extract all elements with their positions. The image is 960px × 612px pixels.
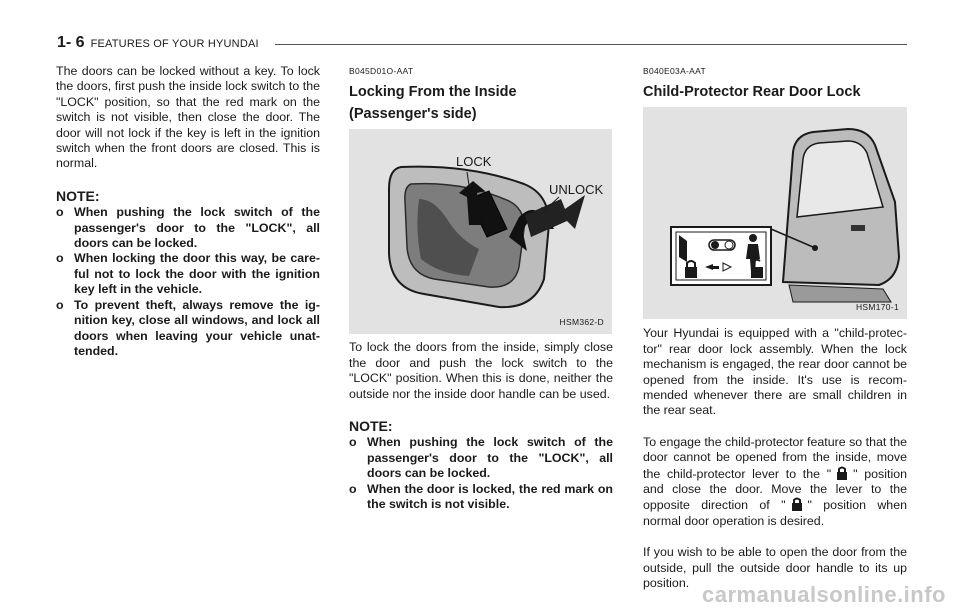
- section-title: FEATURES OF YOUR HYUNDAI: [90, 38, 259, 50]
- engage-text-b: " position and close the door. Move the lever to the opposite direction of ": [643, 466, 907, 513]
- note-heading: NOTE:: [349, 418, 393, 435]
- note-item: [56, 298, 320, 360]
- page-number: 1- 6: [57, 34, 85, 51]
- section-title-line2: (Passenger's side): [349, 106, 477, 123]
- figure-code: HSM362-D: [559, 317, 604, 327]
- engage-paragraph: [643, 435, 907, 529]
- lock-label: LOCK: [456, 154, 492, 170]
- outside-open-paragraph: If you wish to be able to open the door from the outside, pull the outside door handle to its up position.: [643, 545, 907, 591]
- section-title-line1: Locking From the Inside: [349, 84, 517, 101]
- note-list: [56, 205, 320, 359]
- watermark: carmanualsonline.info: [702, 582, 946, 607]
- door-handle-figure: [349, 129, 612, 334]
- note-bullet: o: [349, 435, 357, 450]
- column-2: [349, 64, 613, 512]
- child-lock-paragraph: Your Hyundai is equipped with a "child-protec-tor" rear door lock assembly. When the lock mechanism is engaged, the rear door cannot be opened from the inside. It's use is recom-mended whenever there are small children in the rear seat.: [643, 326, 907, 418]
- note-text: When the door is locked, the red mark on the switch is not visible.: [367, 481, 613, 512]
- note-bullet: o: [349, 481, 357, 496]
- note-bullet: o: [56, 251, 64, 266]
- note-item: [56, 205, 320, 251]
- header-rule: [275, 44, 907, 45]
- rear-door-illustration: [643, 107, 907, 319]
- section-code: B040E03A-AAT: [643, 66, 706, 76]
- page-header: [57, 34, 259, 52]
- note-text: To prevent theft, always remove the ig-nition key, close all windows, and lock all doors when leaving your vehicle unat-tended.: [74, 297, 320, 358]
- note-list: [349, 435, 613, 512]
- note-bullet: o: [56, 297, 64, 312]
- child-lock-figure: [643, 107, 907, 319]
- note-text: When locking the door this way, be care-ful not to lock the door with the ignition key left in the vehicle.: [74, 251, 320, 297]
- unlock-label: UNLOCK: [549, 182, 604, 198]
- lock-symbol-icon: [786, 497, 808, 511]
- note-text: When pushing the lock switch of the passenger's door to the "LOCK", all doors can be locked.: [74, 205, 320, 251]
- note-item: [349, 435, 613, 481]
- locking-paragraph: To lock the doors from the inside, simply close the door and push the lock switch to the "LOCK" position. When this is done, neither the outside nor the inside door handle can be used.: [349, 340, 613, 401]
- column-1: [56, 64, 320, 359]
- figure-code: HSM170-1: [855, 302, 899, 312]
- lock-symbol-icon: [831, 466, 853, 480]
- note-item: [349, 482, 613, 513]
- section-code: B045D01O-AAT: [349, 66, 414, 76]
- note-heading: NOTE:: [56, 187, 100, 204]
- engage-text-c: " position when normal door operation is desired.: [643, 498, 907, 528]
- note-bullet: o: [56, 205, 64, 220]
- engage-text-a: To engage the child-protector feature so that the door cannot be opened from the inside, move the child-protector lever to the ": [643, 434, 907, 481]
- intro-paragraph: The doors can be locked without a key. To lock the doors, first push the inside lock switch to the "LOCK" position, so that the red mark on the switch is not visible, then close the door. The door will not lock if the key is left in the ignition switch when the front doors are closed. This is normal.: [56, 64, 320, 171]
- note-text: When pushing the lock switch of the passenger's door to the "LOCK", all doors can be locked.: [367, 435, 613, 481]
- section-title: Child-Protector Rear Door Lock: [643, 84, 861, 101]
- column-3: [643, 64, 907, 592]
- note-item: [56, 251, 320, 297]
